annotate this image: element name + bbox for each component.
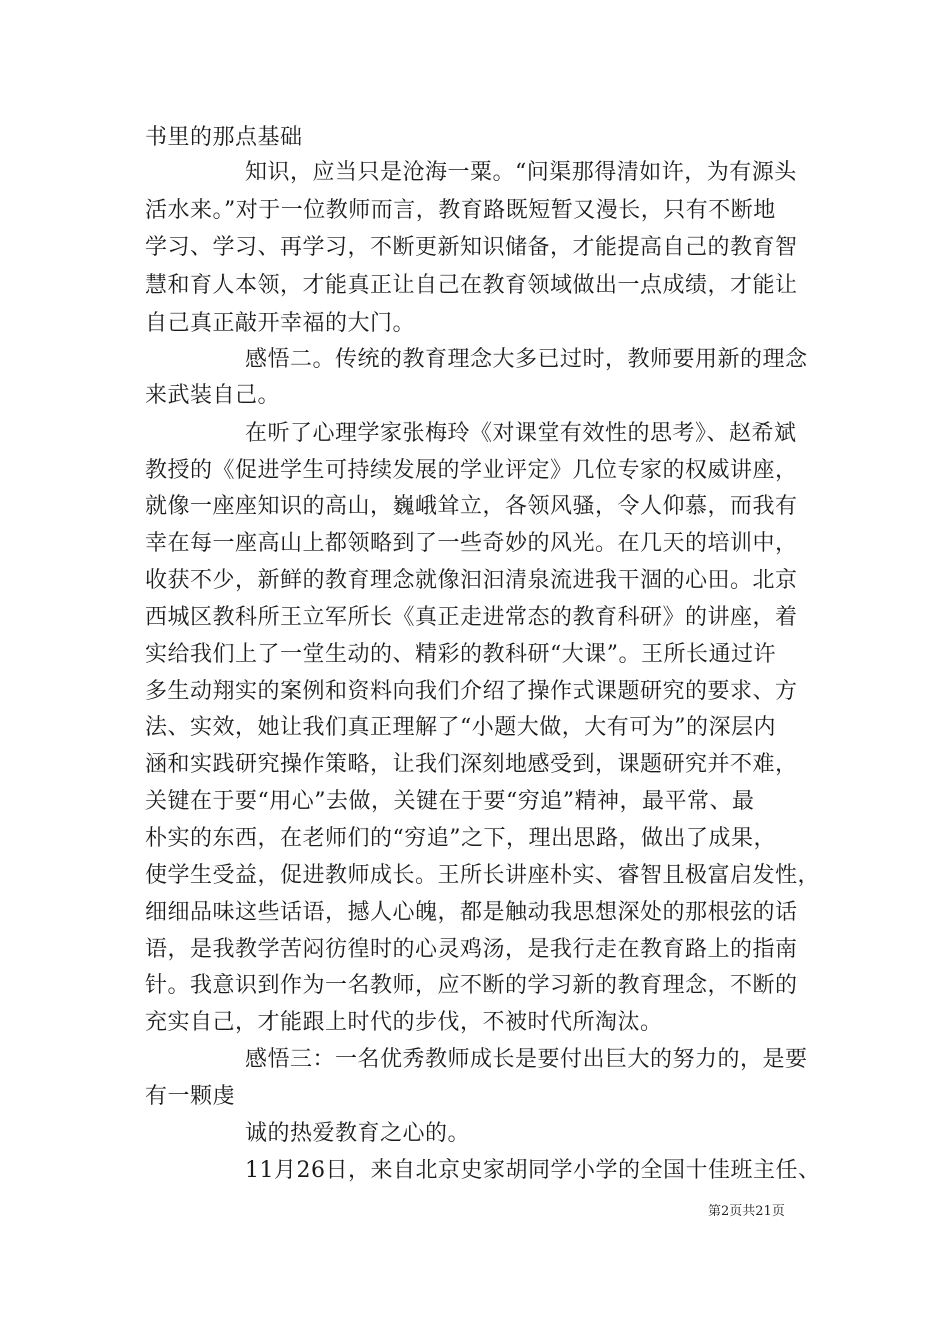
text-line: 有一颗虔 [145, 1084, 236, 1109]
text-line: 就像一座座知识的高山，巍峨耸立，各领风骚，令人仰慕，而我有 [145, 494, 798, 519]
text-line: 在听了心理学家张梅玲《对课堂有效性的思考》、赵希斌 [245, 421, 797, 446]
text-line: 朴实的东西，在老师们的“穷追”之下，理出思路，做出了成果， [145, 826, 776, 851]
text-line: 收获不少，新鲜的教育理念就像汩汩清泉流进我干涸的心田。北京 [145, 568, 798, 593]
text-line: 诚的热爱教育之心的。 [245, 1121, 471, 1146]
text-line: 自己真正敲开幸福的大门。 [145, 311, 416, 336]
text-line: 来武装自己。 [145, 383, 281, 408]
text-line: 充实自己，才能跟上时代的步伐，不被时代所淘汰。 [145, 1010, 663, 1035]
text-line: 活水来。”对于一位教师而言，教育路既短暂又漫长，只有不断地 [145, 198, 776, 223]
text-line: 法、实效，她让我们真正理解了“小题大做，大有可为”的深层内 [145, 715, 776, 740]
text-line: 关键在于要“用心”去做，关键在于要“穷追”精神，最平常、最 [145, 789, 755, 814]
text-line: 涵和实践研究操作策略，让我们深刻地感受到，课题研究并不难， [145, 752, 798, 777]
text-line: 西城区教科所王立军所长《真正走进常态的教育科研》的讲座，着 [145, 605, 798, 630]
text-line: 幸在每一座高山上都领略到了一些奇妙的风光。在几天的培训中， [145, 531, 798, 556]
text-line: 慧和育人本领，才能真正让自己在教育领域做出一点成绩，才能让 [145, 273, 798, 298]
text-line: 书里的那点基础 [145, 125, 303, 150]
text-line: 实给我们上了一堂生动的、精彩的教科研“大课”。王所长通过许 [145, 642, 776, 667]
text-line: 学习、学习、再学习，不断更新知识储备，才能提高自己的教育智 [145, 235, 798, 260]
text-line: 知识，应当只是沧海一粟。“问渠那得清如许，为有源头 [245, 160, 797, 185]
text-line: 感悟二。传统的教育理念大多已过时，教师要用新的理念 [245, 347, 808, 372]
text-line: 感悟三：一名优秀教师成长是要付出巨大的努力的，是要 [245, 1047, 808, 1072]
text-line: 教授的《促进学生可持续发展的学业评定》几位专家的权威讲座， [145, 458, 798, 483]
text-line: 语，是我教学苦闷彷徨时的心灵鸡汤，是我行走在教育路上的指南 [145, 937, 798, 962]
text-line: 使学生受益，促进教师成长。王所长讲座朴实、睿智且极富启发性， [145, 863, 821, 888]
text-line: 针。我意识到作为一名教师，应不断的学习新的教育理念，不断的 [145, 973, 798, 998]
page-number-label: 第2页共21页 [708, 1204, 785, 1219]
text-line: 11月26日，来自北京史家胡同学小学的全国十佳班主任、 [245, 1158, 821, 1183]
text-line: 细细品味这些话语，撼人心魄，都是触动我思想深处的那根弦的话 [145, 900, 798, 925]
text-line: 多生动翔实的案例和资料向我们介绍了操作式课题研究的要求、方 [145, 679, 798, 704]
